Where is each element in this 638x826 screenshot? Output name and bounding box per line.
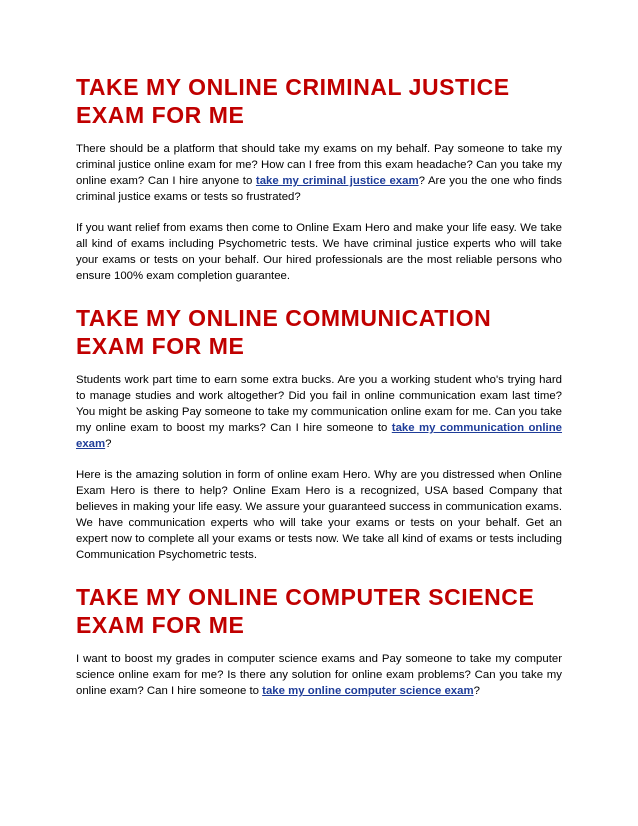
paragraph-body: If you want relief from exams then come to Online Exam Hero and make your life easy. We take all kind of exams including Psychometric tests. We have criminal justice experts who will take your exams or tests on your behalf. Our hired professionals are the most reliable persons who ensure 100% exam completion guarantee. — [76, 222, 562, 282]
paragraph-body: Here is the amazing solution in form of online exam Hero. Why are you distressed when Online Exam Hero is there to help? Online Exam Hero is a recognized, USA based Company that believes in making your life easy. We assure your guaranteed success in communication exams. We have communication experts who will take your exams or tests on your behalf. Get an expert now to complete all your exams or tests now. We take all kind of exams or tests including Communication Psychometric tests. — [76, 469, 562, 561]
section-heading-computer-science — [76, 584, 562, 639]
paragraph-text: ? Are you the one who finds criminal justice exams or tests so frustrated? — [76, 175, 562, 203]
document-page — [76, 74, 562, 699]
computer-science-exam-link[interactable]: take my online computer science exam — [262, 685, 474, 697]
paragraph-text: I want to boost my grades in computer science exams and Pay someone to take my computer science online exam for me? Is there any solution for online exam problems? Can you take my online exam? Can I hire someone to — [76, 653, 562, 697]
section-computer-science — [76, 584, 562, 699]
heading-line-2: EXAM FOR ME — [76, 611, 245, 638]
section-criminal-justice — [76, 74, 562, 284]
heading-line-1: TAKE MY ONLINE COMMUNICATION — [76, 305, 492, 331]
paragraph-intro — [76, 651, 562, 699]
section-communication — [76, 305, 562, 563]
criminal-justice-exam-link[interactable]: take my criminal justice exam — [255, 175, 419, 187]
heading-line-2: EXAM FOR ME — [76, 101, 245, 128]
heading-line-1: TAKE MY ONLINE CRIMINAL JUSTICE — [76, 74, 510, 100]
paragraph-text: Students work part time to earn some extra bucks. Are you a working student who's trying hard to manage studies and work altogether? Did you fail in online communication exam last time? You might be asking Pay someone to take my communication online exam for me. Can you take my online exam to boost my marks? Can I hire someone to — [76, 374, 562, 434]
heading-line-2: EXAM FOR ME — [76, 332, 245, 359]
paragraph-text: ? — [473, 685, 480, 697]
communication-exam-link[interactable]: take my communication online exam — [76, 422, 563, 450]
heading-line-1: TAKE MY ONLINE COMPUTER SCIENCE — [76, 584, 535, 610]
paragraph-text: ? — [105, 438, 112, 450]
paragraph-text: There should be a platform that should take my exams on my behalf. Pay someone to take my criminal justice online exam for me? How can I free from this exam headache? Can you take my online exam? Can I hire anyone to — [76, 143, 562, 187]
section-heading-communication — [76, 305, 562, 360]
paragraph-intro — [76, 372, 562, 452]
section-heading-criminal-justice — [76, 74, 562, 129]
paragraph-intro — [76, 141, 562, 205]
